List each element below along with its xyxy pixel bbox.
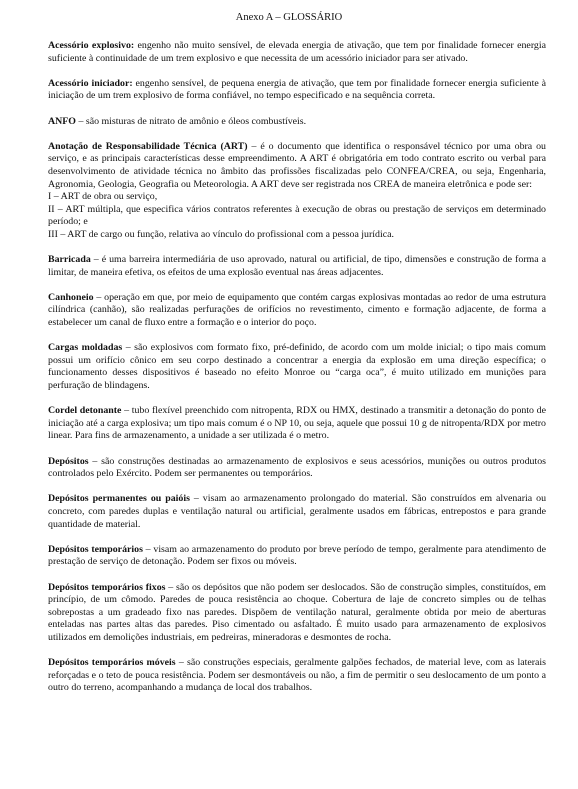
glossary-entry — [48, 292, 546, 330]
glossary-definition: – são construções destinadas ao armazenamento de explosivos e seus acessórios, munições ou outros produtos controlados pelo Exército. Podem ser permanentes ou temporários. — [48, 455, 546, 480]
glossary-entry — [48, 405, 546, 443]
glossary-entry — [48, 493, 546, 531]
glossary-list — [48, 40, 546, 707]
glossary-term: Depósitos permanentes ou paióis — [48, 493, 190, 505]
glossary-entry — [48, 582, 546, 645]
glossary-definition: – são explosivos com formato fixo, pré-definido, de acordo com um molde inicial; o tipo mais comum possui um orifício cônico em seu corpo destinado a concentrar a energia da explosão em uma direção específica; o funcionamento desses dispositivos é baseado no efeito Monroe ou “carga oca”, é muito utilizado em munições para perfuração de blindagens. — [48, 342, 546, 392]
glossary-term: ANFO — [48, 115, 76, 127]
glossary-term: Cordel detonante — [48, 405, 122, 417]
glossary-list-item: II – ART múltipla, que especifica vários contratos referentes à execução de obras ou prestação de serviços em determinado período; e — [48, 203, 546, 228]
glossary-definition: – operação em que, por meio de equipamento que contém cargas explosivas montadas ao redor de uma estrutura cilíndrica (canhão), são realizadas perfurações de orifícios no revestimento, cimento e formação adjacente, de forma a estabelecer um canal de fluxo entre a formação e o interior do poço. — [48, 291, 546, 329]
glossary-list-item: III – ART de cargo ou função, relativa ao vínculo do profissional com a pessoa jurídica. — [48, 228, 394, 240]
glossary-term: Cargas moldadas — [48, 342, 123, 354]
glossary-entry — [48, 116, 546, 129]
glossary-term: Anotação de Responsabilidade Técnica (ART) — [48, 140, 248, 152]
glossary-entry — [48, 657, 546, 695]
glossary-term: Depósitos temporários móveis — [48, 657, 176, 669]
glossary-entry — [48, 254, 546, 279]
glossary-term: Canhoneio — [48, 291, 94, 303]
glossary-term: Acessório explosivo: — [48, 40, 135, 51]
glossary-term: Depósitos temporários fixos — [48, 581, 166, 593]
glossary-definition: – é uma barreira intermediária de uso aprovado, natural ou artificial, de tipo, dimensões e construção de forma a limitar, de maneira efetiva, os efeitos de uma explosão eventual nas áreas adjacentes. — [48, 254, 546, 278]
glossary-definition: – é o documento que identifica o responsável técnico por uma obra ou serviço, e as principais características desse empreendimento. A ART é obrigatória em todo contrato escrito ou verbal para desenvolvimento de atividade técnica no âmbito das profissões fiscalizadas pelo CONFEA/CREA, ou seja, Engenharia, Agronomia, Geologia, Geografia ou Meteorologia. A ART deve ser registrada nos CREA de maneira eletrônica e pode ser: — [48, 140, 546, 190]
glossary-definition: – são os depósitos que não podem ser deslocados. São de construção simples, constituídos, em princípio, de um cômodo. Paredes de pouca resistência ao choque. Cobertura de laje de concreto simples ou de telhas sobrepostas a um gradeado fixo nas paredes. Dispõem de ventilação natural, geralmente obtida por meio de aberturas enteladas nas partes altas das paredes. Piso cimentado ou asfaltado. É muito usado para armazenamento de explosivos utilizados em demolições industriais, em pedreiras, mineradoras e desmontes de rocha. — [48, 581, 546, 643]
glossary-entry — [48, 456, 546, 481]
glossary-definition: – tubo flexível preenchido com nitropenta, RDX ou HMX, destinado a transmitir a detonação do ponto de iniciação até a carga explosiva; um tipo mais comum é o NP 10, ou seja, aquele que possui 10 g de nitropenta/RDX por metro linear. Para fins de armazenamento, a unidade a ser utilizada é o metro. — [48, 405, 546, 442]
glossary-entry — [48, 544, 546, 569]
glossary-entry — [48, 141, 546, 242]
glossary-definition: – visam ao armazenamento prolongado do material. São construídos em alvenaria ou concreto, com paredes duplas e ventilação natural ou artificial, geralmente usados em fábricas, entrepostos e para grande quantidade de material. — [48, 493, 547, 530]
glossary-term: Depósitos — [48, 455, 89, 467]
glossary-definition: engenho não muito sensível, de elevada energia de ativação, que tem por finalidade fornecer energia suficiente à continuidade de um trem explosivo e que necessita de um acessório iniciador para ser ativado. — [48, 40, 546, 64]
glossary-definition: – visam ao armazenamento do produto por breve período de tempo, geralmente para atendimento de prestação de serviço de detonação. Podem ser fixos ou móveis. — [48, 543, 546, 568]
glossary-list-item: I – ART de obra ou serviço, — [48, 191, 158, 203]
glossary-entry — [48, 40, 546, 65]
glossary-entry — [48, 78, 546, 103]
glossary-term: Depósitos temporários — [48, 543, 143, 555]
glossary-term: Acessório iniciador: — [48, 77, 133, 89]
glossary-definition: engenho sensível, de pequena energia de ativação, que tem por finalidade fornecer energia suficiente à iniciação de um trem explosivo de forma confiável, no tempo especificado e na sequência correta. — [48, 77, 546, 102]
glossary-entry — [48, 342, 546, 392]
page-title: Anexo A – GLOSSÁRIO — [235, 12, 343, 23]
glossary-term: Barricada — [48, 254, 91, 266]
glossary-definition: – são misturas de nitrato de amônio e óleos combustíveis. — [75, 115, 307, 127]
glossary-definition: – são construções especiais, geralmente galpões fechados, de material leve, com as laterais reforçadas e o teto de pouca resistência. Podem ser desmontáveis ou não, a fim de permitir o seu deslocamento de um ponto a outro do terreno, acompanhando a mudança de local dos trabalhos. — [48, 657, 546, 694]
